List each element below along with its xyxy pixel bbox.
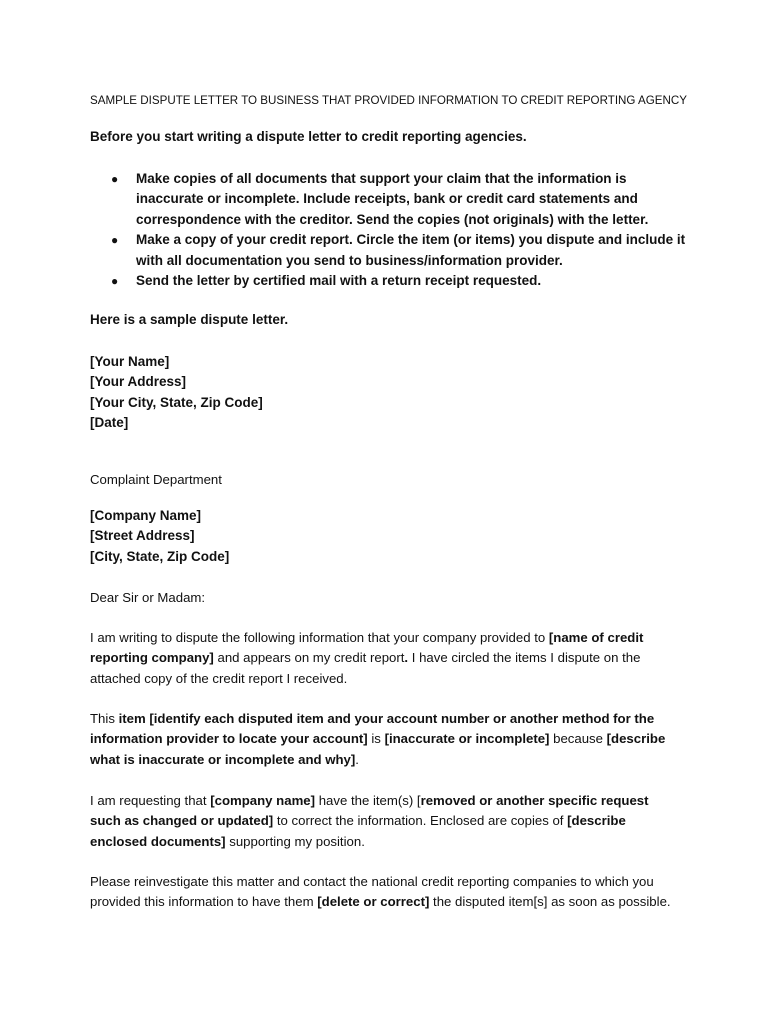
placeholder-text: [name of credit [548, 630, 644, 645]
recipient-department: Complaint Department [90, 472, 222, 487]
placeholder-text: reporting company] [90, 650, 214, 666]
letter-date: [Date] [90, 415, 129, 431]
placeholder-text: [inaccurate or incomplete] [384, 731, 550, 747]
paragraph-text: This [90, 711, 119, 726]
paragraph-text: is [367, 731, 385, 747]
document-title: SAMPLE DISPUTE LETTER TO BUSINESS THAT PROVIDED INFORMATION TO CREDIT REPORTING AGENCY [90, 94, 687, 107]
placeholder-text: item [identify each disputed item and your account number or another method for the [118, 711, 655, 726]
letter-paragraph-3 [90, 791, 690, 852]
list-item [90, 169, 690, 230]
recipient-city-state-zip: [City, State, Zip Code] [90, 548, 230, 564]
paragraph-line [90, 811, 690, 831]
paragraph-text: have the item(s) [ [315, 793, 421, 808]
paragraph-text: and appears on my credit report [213, 650, 405, 666]
placeholder-text: [describe [606, 731, 666, 747]
paragraph-text: the disputed item[s] as soon as possible. [429, 894, 671, 910]
sender-address: [Your Address] [90, 374, 187, 390]
list-item [90, 271, 690, 291]
instructions-list [90, 169, 690, 291]
intro-text: Before you start writing a dispute letter to credit reporting agencies. [90, 129, 527, 144]
bullet-icon: ● [111, 274, 119, 289]
recipient-street-address: [Street Address] [90, 528, 195, 544]
list-item-line: with all documentation you send to business/information provider. [136, 252, 563, 268]
paragraph-line [90, 750, 690, 770]
placeholder-text: removed or another specific request [420, 793, 649, 808]
placeholder-text: what is inaccurate or incomplete and why] [90, 751, 356, 767]
placeholder-text: enclosed documents] [90, 833, 226, 849]
placeholder-text: such as changed or updated] [90, 813, 274, 829]
list-item-line: correspondence with the creditor. Send the copies (not originals) with the letter. [136, 211, 649, 227]
paragraph-line: Please reinvestigate this matter and contact the national credit reporting companies to which you [90, 874, 654, 889]
paragraph-line: attached copy of the credit report I received. [90, 670, 348, 686]
sender-name: [Your Name] [90, 354, 170, 369]
paragraph-text: . [404, 650, 409, 666]
paragraph-line [90, 709, 690, 729]
sample-intro-text: Here is a sample dispute letter. [90, 312, 289, 327]
sender-address-block [90, 352, 263, 434]
paragraph-text: I have circled the items I dispute on the [408, 650, 641, 666]
placeholder-text: [delete or correct] [317, 894, 430, 910]
placeholder-text: [company name] [210, 793, 316, 808]
paragraph-line [90, 628, 690, 648]
list-item-line: Send the letter by certified mail with a return receipt requested. [136, 273, 542, 289]
paragraph-text: . [355, 751, 359, 767]
list-item [90, 230, 690, 271]
letter-paragraph-4 [90, 872, 690, 913]
recipient-address-block [90, 506, 229, 567]
paragraph-text: to correct the information. Enclosed are copies of [273, 813, 568, 829]
placeholder-text: information provider to locate your account] [90, 731, 368, 747]
letter-paragraph-1 [90, 628, 690, 689]
paragraph-text: I am requesting that [90, 793, 211, 808]
recipient-company-name: [Company Name] [90, 508, 202, 523]
list-item-line: Make copies of all documents that support your claim that the information is [136, 171, 627, 186]
placeholder-text: [describe [567, 813, 626, 829]
paragraph-text: I am writing to dispute the following information that your company provided to [90, 630, 549, 645]
paragraph-text: supporting my position. [225, 833, 365, 849]
paragraph-line [90, 791, 690, 811]
paragraph-line [90, 832, 690, 852]
paragraph-line [90, 892, 690, 912]
sender-city-state-zip: [Your City, State, Zip Code] [90, 394, 263, 410]
bullet-icon: ● [111, 172, 119, 186]
letter-paragraph-2 [90, 709, 690, 770]
list-item-line: Make a copy of your credit report. Circle the item (or items) you dispute and include it [136, 232, 686, 248]
bullet-icon: ● [111, 233, 119, 248]
paragraph-text: because [549, 731, 607, 747]
paragraph-line [90, 729, 690, 749]
paragraph-line [90, 648, 690, 668]
list-item-line: inaccurate or incomplete. Include receipts, bank or credit card statements and [136, 191, 638, 207]
salutation: Dear Sir or Madam: [90, 590, 206, 605]
paragraph-text: provided this information to have them [90, 894, 318, 910]
